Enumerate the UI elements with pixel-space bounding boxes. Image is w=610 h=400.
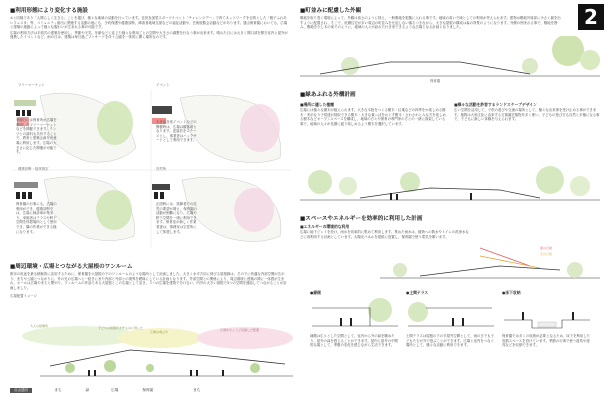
roof-note-3: 広場の遊び方 — [150, 330, 169, 334]
bottom-label-town-1: まち — [54, 388, 62, 392]
legend-winter-sun: 冬の日射 — [540, 252, 553, 256]
label-free-market: フリーマーケット — [18, 83, 45, 87]
page-number-badge: 2 — [578, 4, 604, 30]
energy-sub-text: 広場に地下ピットを設け、雨水を効率的に集めて利用します。集めた雨水は、植物への散水やトイレの洗浄水などに再利用する計画としています。太陽光パネルを屋根に設置し、保育園で使う電気を賄います。 — [300, 230, 469, 239]
section-roof — [10, 262, 293, 298]
roof-caption: 広場配置イメージ — [10, 294, 38, 299]
section-energy — [300, 214, 600, 239]
usage-intro-text-2: 広場の利用方法は平面式の建築を使用し、季節や天気、年齢などに応じた様々な利用ごとの空間や大きさの調整を行なう事が出来ます。晴れた日には大きく開口部を開き室内と屋外が連携したイベントなど、雨の日は、建築は毎日過ごファサードを伴う公園を一体的に開く場所なのです。 — [10, 30, 288, 40]
roof-note-1: 大人の居場所 — [30, 324, 49, 328]
usage-diagram-grid — [10, 82, 293, 250]
label-childcare: 託児所 — [156, 167, 167, 171]
section-title-usage: ■利用形態により変化する施設 — [10, 8, 89, 14]
section-title-exterior: ■町並みに配慮した外観 — [300, 8, 362, 14]
detail-underfloor — [502, 290, 592, 348]
detail-underfloor-svg — [502, 296, 592, 334]
roof-section-diagram — [10, 316, 293, 396]
bottom-label-nursery: 保育園 — [142, 388, 154, 392]
greenery-sub2-text: 広い空間を活用して、子供の遊びや交流の場所として、様々な出来事を受け止める事ができます。植物は大和文化に由来する古典園芸植物を多く使い、子どもの遊び方も自然と多様になる事で、子どもに新しい体験を与えられます。 — [454, 108, 600, 122]
bottom-label-road: 点山通川 — [10, 388, 32, 393]
label-event: イベント — [156, 83, 170, 87]
event-text: 大きな音楽イベントなどの開催時は、広場は観客席となります。逆雇若をステージとし、事業者はバックサードとして利用できます。 — [156, 120, 197, 143]
detail-engawa-svg — [310, 296, 398, 334]
legend-summer-sun: 夏の日射 — [540, 246, 553, 250]
detail-engawa-text: 縁側は広々とした空間として、室内から外の緑を眺めたり、屋外の緑を感じることができます。屋内と屋外の中間的な場として、季節の変化を感じながら生活できます。 — [310, 334, 398, 348]
detail-doma-text: 土間テラスは屋根の下の半屋外空間として、雨の日でも子どもたちが外で遊ぶことができます。広場と室内をつなぐ場所として、様々な活動に利用できます。 — [406, 334, 494, 348]
detail-columns — [300, 290, 600, 398]
greenery-section-drawing — [300, 160, 600, 210]
roof-section-svg — [10, 316, 293, 386]
left-column — [10, 6, 293, 40]
detail-underfloor-title: ●床下収納 — [502, 290, 521, 295]
section-greenery — [300, 90, 600, 126]
energy-sub-title: ■エネルギーの環境的な利用 — [300, 224, 350, 229]
roof-note-2: 子どもの居場所を作るのに用いた — [98, 326, 144, 330]
health-text: 保育園の行事にも、広場の利用ができ、健康診断では、広場に検診車が集まり、来館者はテラスや軒下空間を休憩場所として使用でき、隣の作業ができる様になります。 — [16, 202, 57, 234]
roof-note-4: 広場をちょうど区画した配置 — [220, 328, 260, 332]
greenery-sub1-text: 広場には様々な樹木が植えられます。大きな木陰をつくる樹木・紅葉などの四季をか楽しめる樹木・実がなり子供達が採取できる樹木・大きな葉っぱをおとす樹木・さわさわとみな方を楽しめる樹木などオープンスペースを構成し、地域の方々や保育の専門家の方との一緒に探索している事で、地域の人々が長期に渡り楽しめるよう樹木を選択しています。 — [300, 108, 446, 126]
section-title-roof: ■周辺環境・広場とつながる大屋根のワンルーム — [10, 264, 133, 270]
greenery-sub1-title: ■場所に適した植種 — [300, 102, 334, 107]
detail-engawa — [310, 290, 398, 348]
greenery-section-svg — [300, 160, 600, 210]
detail-engawa-title: ●緑側 — [310, 290, 321, 295]
detail-doma-svg — [406, 296, 494, 334]
section-title-greenery: ■緑あふれる外構計画 — [300, 92, 356, 98]
label-health: 健康診断・接体指定 — [18, 167, 49, 171]
roof-text: 都市の用途を最も積極的に活用するために、保育園を大屋根の下のワンルームのような場所として計画しました。大きく水平方向に伸びる屋根線は、その下に快適な内部空間が広がり、まちや公園とつながりに、外の光の広場へと一続きにまた内部と外部との境界を曖昧にしている計画となります。外部空間との関係により、周辺環境と建築の間に一体感が生まれ、ホールは広場やまちと繋がり、ワンルームの作品である大屋根とこの広場として活き、３つの広場を建物で分け合い、内外の大きい屋根で3つの空間を連結してつながることが計画しました。 — [10, 272, 287, 290]
exterior-elevation-svg — [300, 36, 600, 82]
free-market-text: 来館日には保育所が広場を利用したフリーマーケットなどを開催できます。テンツとの資料も共有することで、教育と建築企画を有意義に利用します。広場の大きさに応じた開催が可能です。 — [16, 118, 57, 155]
exterior-text: 敷地を取り巻く環境によって、外観は高さのように抑え、一般敷地を根拠に入れる事です。地域の高いで域としての利用が考えられます。建物は敷地外周部に小さく揃を出すように配置され、そこで、低層住宅が多い周辺の町並みを圧迫しない落ちつきながら、大きな屋根の構成は森の背景のようになります。外側の囲まれる事で、敷地を囲み、敷地を少し木の前でのように、地域の人々が訪れた行き来できるような広場となる計画となりました。 — [300, 16, 561, 30]
detail-underfloor-text: 保育園では多くの収納が必要となるため、床下を利用した収納スペースを設けています。季節の行事で使う道具や遊具などを収納できます。 — [502, 334, 591, 348]
energy-diagram — [300, 244, 600, 286]
right-column — [300, 6, 570, 30]
usage-intro-text: ①と同様であり「人間らしく生きる」ことを掲げ、様々な地域の活動を行っています。住民参加型スポーツイベント「チャレンジデー」子育てネットワークを目的とした「親子ふれあいフェスタ」等、コミュニティ創出に関連する活動の他にも、予約保護や健康診断、障害者地域支援などの福祉活動や、芸術展覧会活動などがあります。通山保育園においても、広場と建築の連動によって様々な賑わいが生まれる事が可能です。 — [10, 16, 288, 30]
exterior-elevation — [300, 36, 600, 86]
energy-diagram-svg — [300, 244, 600, 286]
bottom-label-green: 緑 — [85, 388, 90, 392]
greenery-sub2-title: ■様々な活動を許容するランドスケープデザイン — [454, 102, 537, 107]
section-title-energy: ■スペースやエネルギーを効率的に利用した計画 — [300, 216, 423, 222]
roof-bottom-labels — [10, 388, 293, 393]
bottom-label-town-2: まち — [193, 388, 201, 392]
childcare-text: 正面時には、旅障者での託児の要望が増え、保育園の活動が困難になり、広場や軒下空間を一緒に利用できます。保育室が新しく作業者達は、事務室は空雲所にして休憩します。 — [156, 202, 197, 234]
detail-doma-title: ●土間テラス — [406, 290, 429, 295]
bottom-label-plaza: 広場 — [111, 388, 119, 392]
exterior-label-nursery: 保育園 — [430, 79, 441, 83]
detail-doma — [406, 290, 494, 348]
